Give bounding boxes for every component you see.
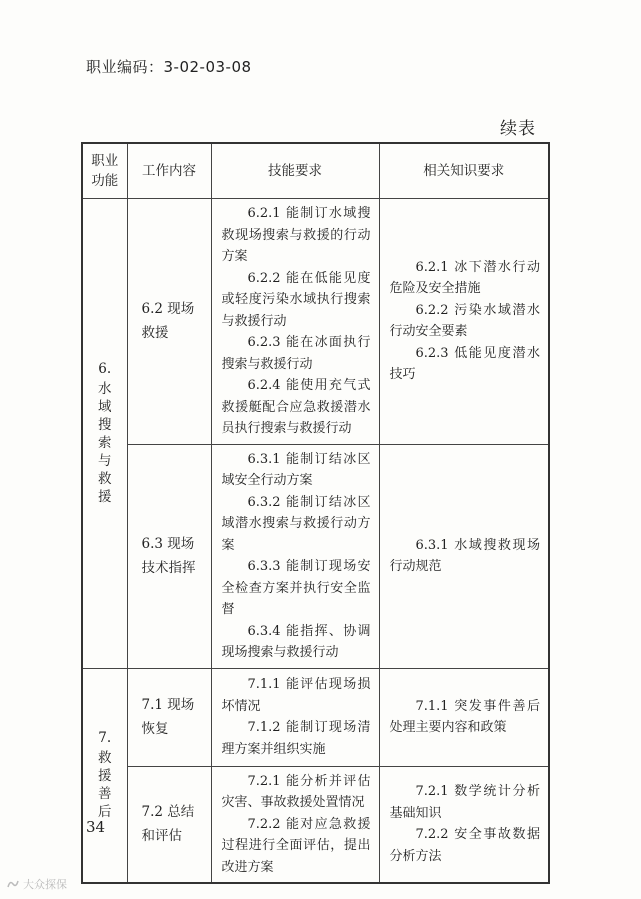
skills-cell xyxy=(211,199,379,445)
table-row xyxy=(82,199,549,445)
knowledge-cell xyxy=(379,444,549,668)
col-header-function: 职业 功能 xyxy=(82,143,127,199)
function-cell-aftermath xyxy=(82,668,127,883)
work-content-cell: 7.2 总结和评估 xyxy=(127,766,211,883)
skill-item: 6.2.3 能在冰面执行搜索与救援行动 xyxy=(221,335,371,372)
skill-item: 7.1.1 能评估现场损坏情况 xyxy=(221,677,371,714)
knowledge-item: 7.2.2 安全事故数据分析方法 xyxy=(389,827,540,864)
function-number: 6. xyxy=(98,361,112,378)
skill-item: 6.2.4 能使用充气式救援艇配合应急救援潜水员执行搜索与救援行动 xyxy=(221,378,371,436)
skill-item: 6.3.3 能制订现场安全检查方案并执行安全监督 xyxy=(221,559,371,617)
knowledge-cell xyxy=(379,668,549,766)
table-row xyxy=(82,766,549,883)
knowledge-cell xyxy=(379,199,549,445)
knowledge-item: 7.2.1 数学统计分析基础知识 xyxy=(389,784,540,821)
function-name: 水域搜索与救援 xyxy=(98,381,112,506)
skill-item: 6.3.1 能制订结冰区域安全行动方案 xyxy=(221,451,371,488)
skill-item: 6.3.4 能指挥、协调现场搜索与救援行动 xyxy=(221,623,371,660)
skills-cell xyxy=(211,444,379,668)
knowledge-item: 6.2.1 冰下潜水行动危险及安全措施 xyxy=(389,259,540,297)
function-cell-water-rescue xyxy=(82,199,127,669)
col-header-work: 工作内容 xyxy=(127,143,211,199)
knowledge-cell xyxy=(379,766,549,883)
col-header-knowledge: 相关知识要求 xyxy=(379,143,549,199)
table-row xyxy=(82,444,549,668)
skill-item: 6.2.1 能制订水域搜救现场搜索与救援的行动方案 xyxy=(221,206,371,264)
work-content-cell: 7.1 现场恢复 xyxy=(127,668,211,766)
skill-item: 6.2.2 能在低能见度或轻度污染水域执行搜索与救援行动 xyxy=(221,270,371,329)
function-name: 救援善后 xyxy=(98,750,112,821)
table-header-row xyxy=(82,143,549,199)
knowledge-item: 6.2.3 低能见度潜水技巧 xyxy=(389,345,540,383)
skills-table xyxy=(81,142,550,884)
work-content-cell: 6.2 现场救援 xyxy=(127,199,211,445)
watermark xyxy=(6,876,67,892)
col-header-skills: 技能要求 xyxy=(211,143,379,199)
watermark-logo-icon xyxy=(6,878,20,890)
continued-label: 续表 xyxy=(500,119,536,139)
watermark-text: 大众探保 xyxy=(23,878,67,891)
skill-item: 6.3.2 能制订结冰区域潜水搜索与救援行动方案 xyxy=(221,494,371,553)
knowledge-item: 6.3.1 水域搜救现场行动规范 xyxy=(389,537,540,574)
function-number: 7. xyxy=(98,730,112,747)
skill-item: 7.1.2 能制订现场清理方案并组织实施 xyxy=(221,720,371,757)
page-number: 34 xyxy=(86,818,106,836)
skill-item: 7.2.1 能分析并评估灾害、事故救援处置情况 xyxy=(221,773,371,810)
skill-item: 7.2.2 能对应急救援过程进行全面评估，提出改进方案 xyxy=(221,816,371,875)
occupation-code: 职业编码：3-02-03-08 xyxy=(86,58,252,76)
skills-cell xyxy=(211,766,379,883)
skills-cell xyxy=(211,668,379,766)
knowledge-item: 7.1.1 突发事件善后处理主要内容和政策 xyxy=(389,698,540,735)
work-content-cell: 6.3 现场技术指挥 xyxy=(127,444,211,668)
knowledge-item: 6.2.2 污染水域潜水行动安全要素 xyxy=(389,302,540,340)
table-row xyxy=(82,668,549,766)
